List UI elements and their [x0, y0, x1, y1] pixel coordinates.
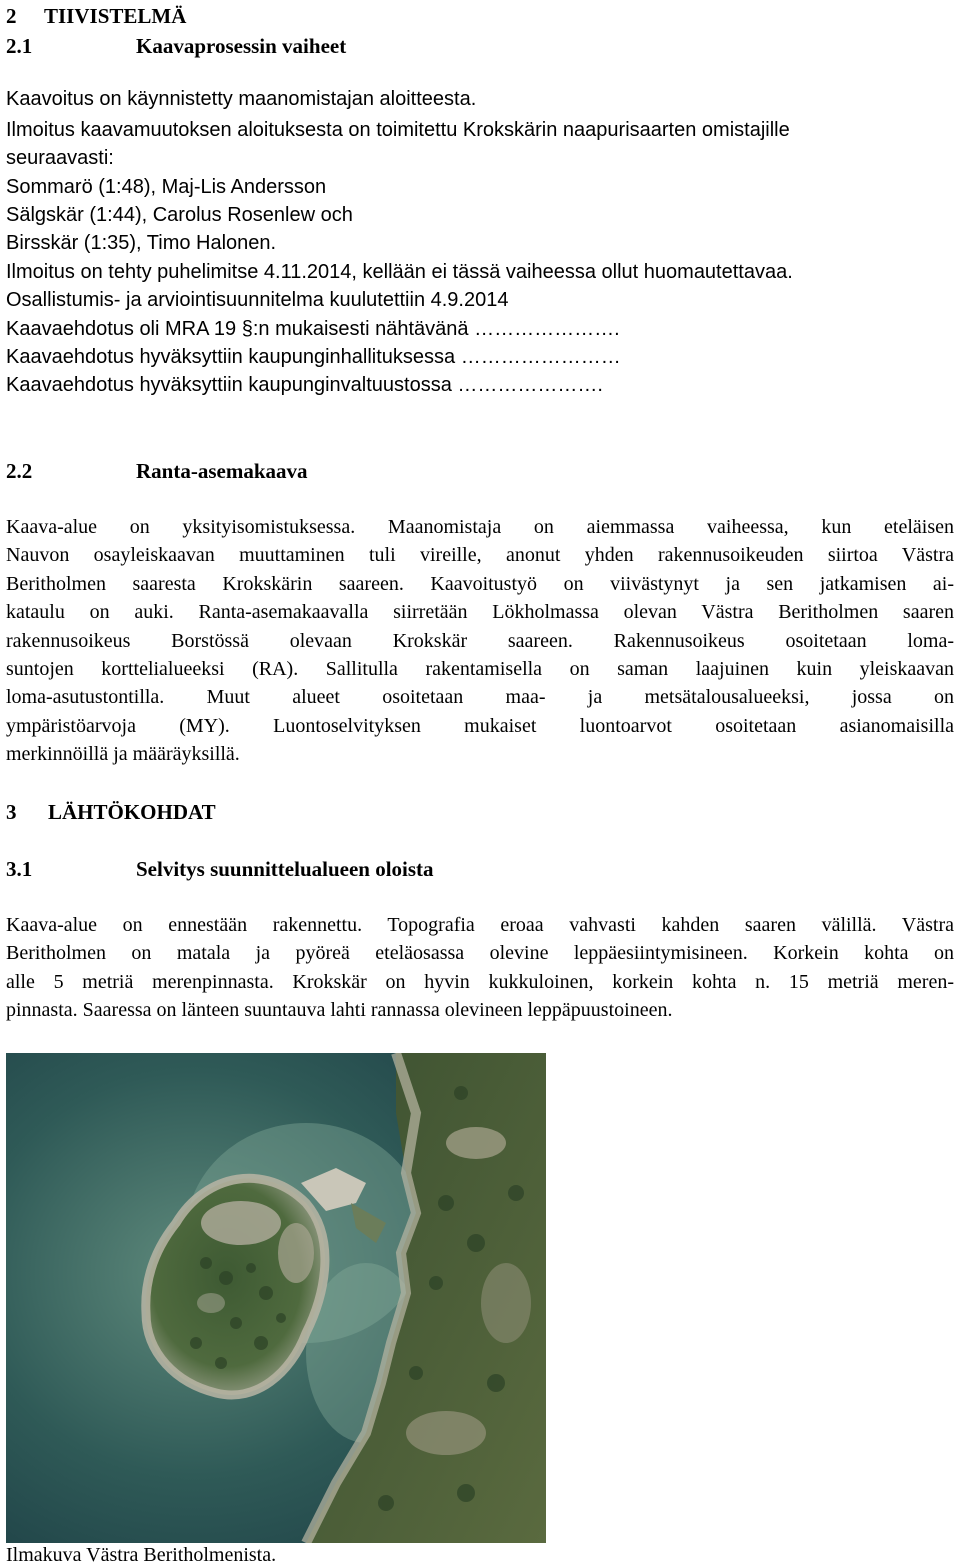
process-line: Ilmoitus on tehty puhelimitse 4.11.2014, kellään ei tässä vaiheessa ollut huomautettavaa. — [6, 261, 793, 283]
subsection-heading-2-1 — [6, 33, 346, 59]
paragraph-line: suntojen korttelialueeksi (RA). Sallitulla rakentamisella on saman laajuinen kuin yleiskaavan — [6, 658, 954, 681]
paragraph-line: pinnasta. Saaressa on länteen suuntauva lahti rannassa olevineen leppäpuustoineen. — [6, 999, 673, 1022]
paragraph-line: Kaava-alue on ennestään rakennettu. Topografia eroaa vahvasti kahden saaren välillä. Västra — [6, 914, 954, 936]
process-line: Sommarö (1:48), Maj-Lis Andersson — [6, 176, 327, 198]
paragraph-line: kataulu on auki. Ranta-asemakaavalla siirretään Lökholmassa olevan Västra Beritholmen saaren — [6, 601, 954, 624]
process-line: Kaavaehdotus hyväksyttiin kaupunginhallituksessa …………………… — [6, 346, 621, 368]
process-line: Birsskär (1:35), Timo Halonen. — [6, 232, 277, 254]
section-number: 3 — [6, 800, 17, 824]
process-line: Kaavaehdotus oli MRA 19 §:n mukaisesti nähtävänä …………………. — [6, 318, 620, 340]
subsection-title: Kaavaprosessin vaiheet — [136, 34, 347, 58]
process-line: Kaavoitus on käynnistetty maanomistajan aloitteesta. — [6, 88, 477, 110]
subsection-number: 2.2 — [6, 459, 33, 483]
paragraph-selvitys — [6, 911, 954, 1025]
subsection-number: 2.1 — [6, 34, 33, 58]
section-number: 2 — [6, 4, 17, 28]
process-line: Ilmoitus kaavamuutoksen aloituksesta on toimitettu Krokskärin naapurisaarten omistajille — [6, 119, 790, 141]
subsection-heading-2-2 — [6, 458, 308, 484]
aerial-photo — [6, 1053, 546, 1543]
paragraph-line: merkinnöillä ja määräyksillä. — [6, 743, 240, 766]
section-title: LÄHTÖKOHDAT — [48, 800, 216, 824]
paragraph-line: Beritholmen on matala ja pyöreä eteläosassa olevine leppäesiintymisineen. Korkein kohta on — [6, 942, 954, 965]
process-line: Sälgskär (1:44), Carolus Rosenlew och — [6, 204, 353, 226]
paragraph-line: Beritholmen saaresta Krokskärin saareen. Kaavoitustyö on viivästynyt ja sen jatkamisen ai- — [6, 572, 954, 595]
paragraph-ranta-asemakaava — [6, 513, 954, 769]
process-line: seuraavasti: — [6, 147, 114, 169]
section-heading-2 — [6, 3, 186, 29]
subsection-title: Selvitys suunnittelualueen oloista — [136, 857, 434, 881]
figure-caption: Ilmakuva Västra Beritholmenista. — [6, 1544, 277, 1566]
paragraph-line: alle 5 metriä merenpinnasta. Krokskär on hyvin kukkuloinen, korkein kohta n. 15 metriä meren- — [6, 970, 954, 993]
section-title: TIIVISTELMÄ — [44, 4, 187, 28]
process-line: Osallistumis- ja arviointisuunnitelma kuulutettiin 4.9.2014 — [6, 289, 509, 311]
subsection-title: Ranta-asemakaava — [136, 459, 308, 483]
paragraph-line: loma-asutustontilla. Muut alueet osoitetaan maa- ja metsätalousalueeksi, jossa on — [6, 686, 954, 709]
paragraph-line: Kaava-alue on yksityisomistuksessa. Maanomistaja on aiemmassa vaiheessa, kun eteläisen — [6, 516, 954, 538]
subsection-heading-3-1 — [6, 856, 434, 882]
paragraph-line: Nauvon osayleiskaavan muuttaminen tuli vireille, anonut yhden rakennusoikeuden siirtoa Västra — [6, 544, 954, 567]
paragraph-line: ympäristöarvoja (MY). Luontoselvityksen mukaiset luontoarvot osoitetaan asianomaisilla — [6, 714, 954, 737]
paragraph-line: rakennusoikeus Borstössä olevaan Krokskär saareen. Rakennusoikeus osoitetaan loma- — [6, 629, 954, 652]
section-heading-3 — [6, 799, 216, 825]
subsection-number: 3.1 — [6, 857, 33, 881]
process-line: Kaavaehdotus hyväksyttiin kaupunginvaltuustossa …………………. — [6, 374, 603, 396]
